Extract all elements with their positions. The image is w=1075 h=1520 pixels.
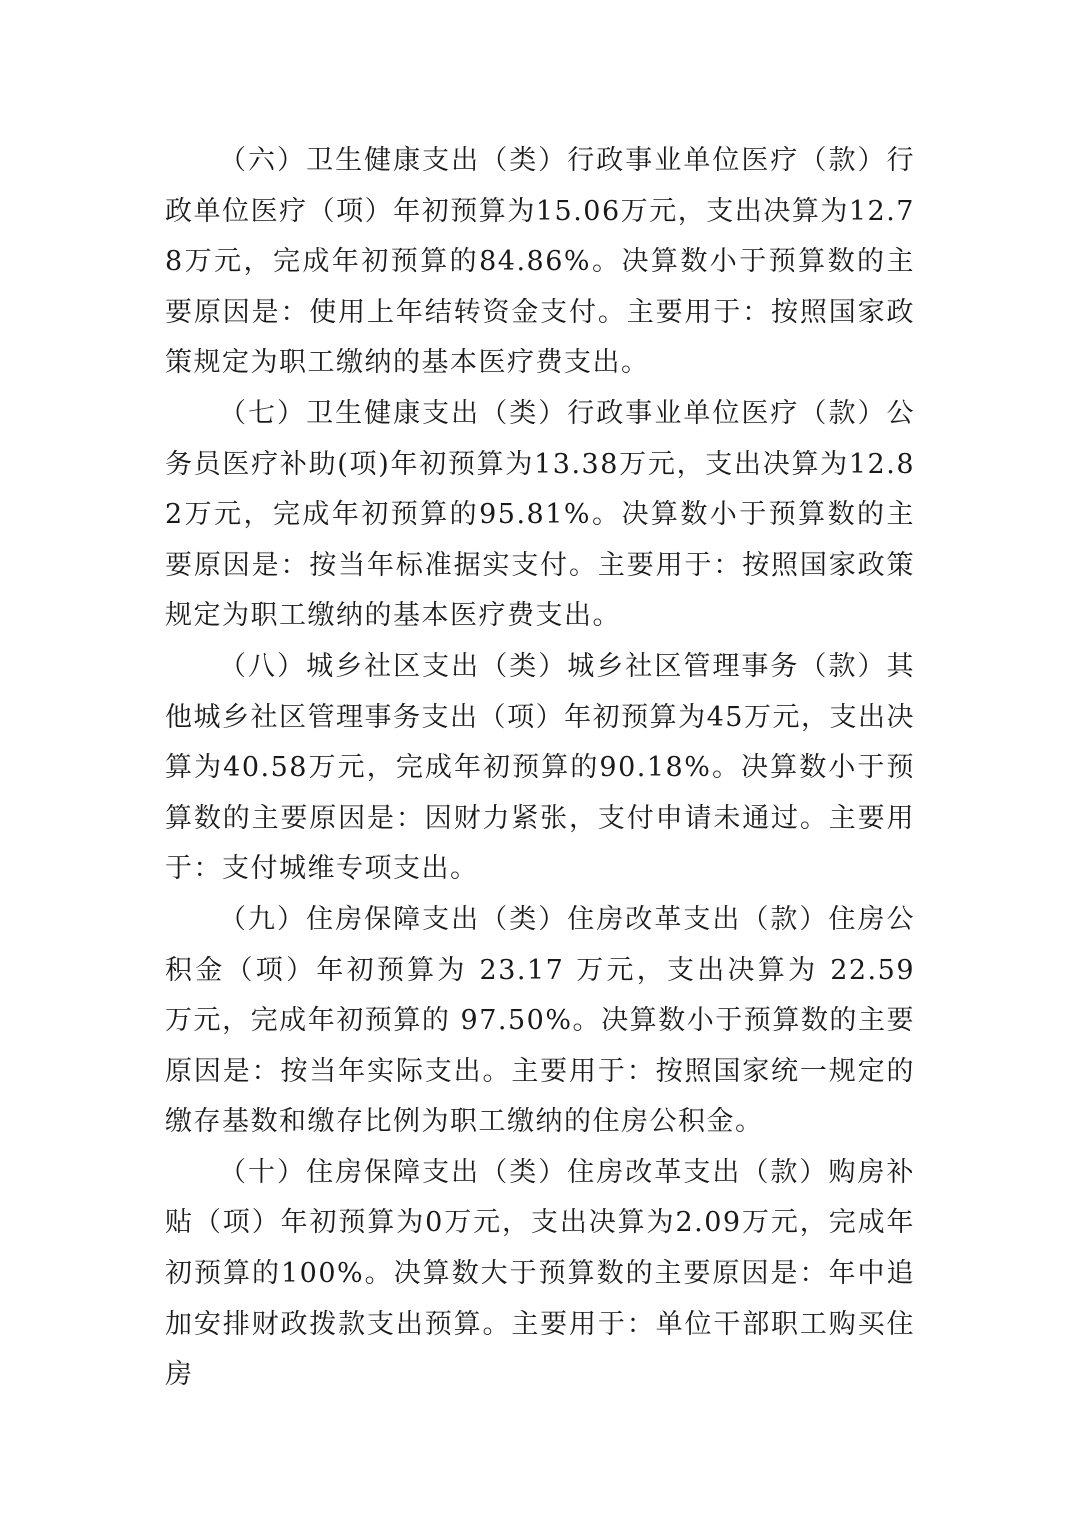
paragraph-9-housing-provident-fund: （九）住房保障支出（类）住房改革支出（款）住房公积金（项）年初预算为 23.17 万元，支出决算为 22.59 万元，完成年初预算的 97.50%。决算数小于预算数的主要原因是：按当年实际支出。主要用于：按照国家统一规定的缴存基数和缴存比例为职工缴纳的住房公积金。 xyxy=(165,903,915,1138)
paragraph-7-civil-servant-medical-subsidy: （七）卫生健康支出（类）行政事业单位医疗（款）公务员医疗补助(项)年初预算为13.38万元，支出决算为12.82万元，完成年初预算的95.81%。决算数小于预算数的主要原因是：按当年标准据实支付。主要用于：按照国家政策规定为职工缴纳的基本医疗费支出。 xyxy=(165,397,915,632)
paragraph-8-urban-rural-community: （八）城乡社区支出（类）城乡社区管理事务（款）其他城乡社区管理事务支出（项）年初预算为45万元，支出决算为40.58万元，完成年初预算的90.18%。决算数小于预算数的主要原因是：因财力紧张，支付申请未通过。主要用于：支付城维专项支出。 xyxy=(165,650,915,885)
paragraph-10-housing-purchase-subsidy: （十）住房保障支出（类）住房改革支出（款）购房补贴（项）年初预算为0万元，支出决算为2.09万元，完成年初预算的100%。决算数大于预算数的主要原因是：年中追加安排财政拨款支出预算。主要用于：单位干部职工购买住房 xyxy=(165,1156,915,1391)
document-body xyxy=(165,136,915,1401)
paragraph-6-health-admin-medical: （六）卫生健康支出（类）行政事业单位医疗（款）行政单位医疗（项）年初预算为15.06万元，支出决算为12.78万元，完成年初预算的84.86%。决算数小于预算数的主要原因是：使用上年结转资金支付。主要用于：按照国家政策规定为职工缴纳的基本医疗费支出。 xyxy=(165,145,915,379)
